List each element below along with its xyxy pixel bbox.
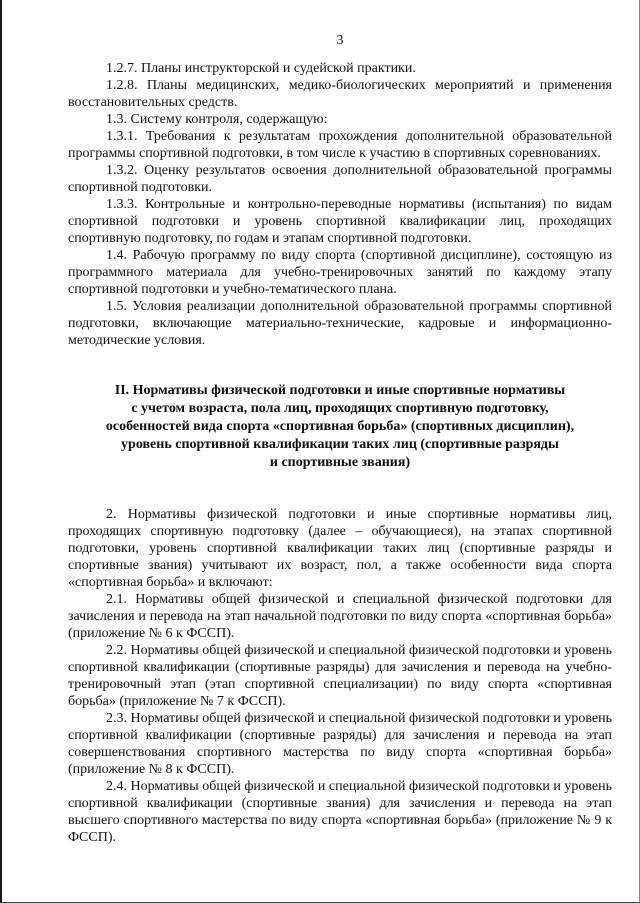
paragraph-2-3: 2.3. Нормативы общей физической и специальной физической подготовки и уровень спортивной квалификации (спортивные разряды) для зачисления и перевода на этап совершенствования спортивного мастерства по виду спорта «спортивная борьба» (приложение № 8 к ФССП).	[68, 711, 612, 777]
document-body	[68, 32, 612, 846]
section-title-line: II. Нормативы физической подготовки и иные спортивные нормативы	[114, 383, 566, 398]
paragraph-1-3-3: 1.3.3. Контрольные и контрольно-переводные нормативы (испытания) по видам спортивной подготовки и уровень спортивной квалификации лиц, проходящих спортивную подготовку, по годам и этапам спортивной подготовки.	[68, 197, 612, 246]
page-number: 3	[336, 33, 344, 48]
paragraph-1-2-8: 1.2.8. Планы медицинских, медико-биологических мероприятий и применения восстановительных средств.	[68, 78, 612, 110]
paragraph-1-3: 1.3. Систему контроля, содержащую:	[106, 112, 328, 127]
section-title-line: уровень спортивной квалификации таких лиц (спортивные разряды	[121, 437, 559, 452]
paragraph-1-3-1: 1.3.1. Требования к результатам прохождения дополнительной образовательной программы спортивной подготовки, в том числе к участию в спортивных соревнованиях.	[68, 129, 612, 161]
paragraph-1-2-7: 1.2.7. Планы инструкторской и судейской практики.	[106, 61, 416, 76]
paragraph-1-5: 1.5. Условия реализации дополнительной образовательной программы спортивной подготовки, включающие материально-технические, кадровые и информационно-методические условия.	[68, 299, 612, 348]
paragraph-2-4: 2.4. Нормативы общей физической и специальной физической подготовки и уровень спортивной квалификации (спортивные звания) для зачисления и перевода на этап высшего спортивного мастерства по виду спорта «спортивная борьба» (приложение № 9 к ФССП).	[68, 779, 612, 845]
paragraph-1-3-2: 1.3.2. Оценку результатов освоения дополнительной образовательной программы спортивной подготовки.	[68, 163, 612, 195]
paragraph-2: 2. Нормативы физической подготовки и иные спортивные нормативы лиц, проходящих спортивную подготовку (далее – обучающиеся), на этапах спортивной подготовки, уровень спортивной квалификации таких лиц (спортивные разряды и спортивные звания) учитывают их возраст, пол, а также особенности вида спорта «спортивная борьба» и включают:	[68, 507, 612, 590]
section-title	[68, 382, 612, 472]
section-title-line: особенностей вида спорта «спортивная борьба» (спортивных дисциплин),	[105, 419, 575, 434]
section-title-line: с учетом возраста, пола лиц, проходящих спортивную подготовку,	[131, 401, 549, 416]
paragraph-2-1: 2.1. Нормативы общей физической и специальной физической подготовки для зачисления и перевода на этап начальной подготовки по виду спорта «спортивная борьба» (приложение № 6 к ФССП).	[68, 592, 612, 641]
paragraph-1-4: 1.4. Рабочую программу по виду спорта (спортивной дисциплине), состоящую из программного материала для учебно-тренировочных занятий по каждому этапу спортивной подготовки и учебно-тематического плана.	[68, 248, 612, 297]
paragraph-2-2: 2.2. Нормативы общей физической и специальной физической подготовки и уровень спортивной квалификации (спортивные разряды) для зачисления и перевода на учебно-тренировочный этап (этап спортивной специализации) по виду спорта «спортивная борьба» (приложение № 7 к ФССП).	[68, 643, 612, 709]
section-title-line: и спортивные звания)	[269, 455, 411, 470]
